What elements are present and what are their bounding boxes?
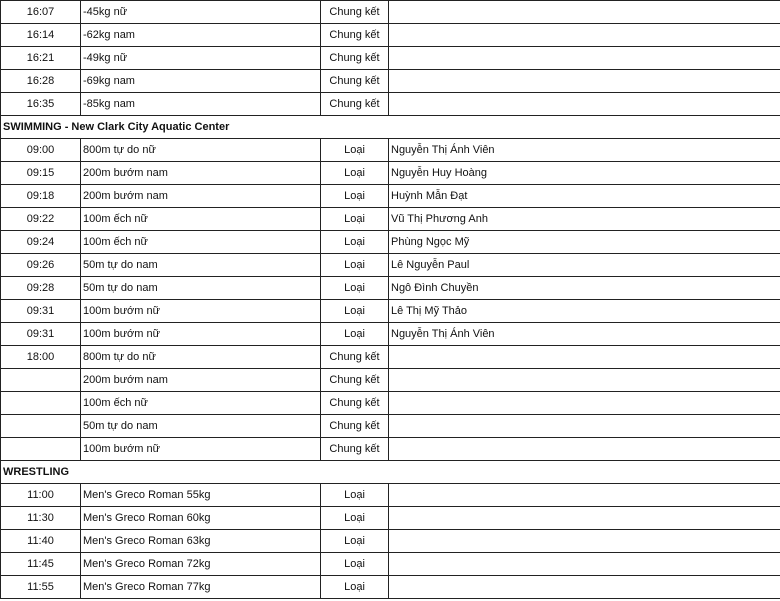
time-cell: 16:14 xyxy=(1,24,81,47)
section-title: WRESTLING xyxy=(1,461,780,484)
athlete-cell xyxy=(389,70,780,93)
athlete-cell: Nguyễn Huy Hoàng xyxy=(389,162,780,185)
athlete-cell: Huỳnh Mẫn Đạt xyxy=(389,185,780,208)
time-cell: 11:00 xyxy=(1,484,81,507)
time-cell: 16:21 xyxy=(1,47,81,70)
event-cell: -62kg nam xyxy=(81,24,321,47)
table-row xyxy=(1,300,780,323)
round-cell: Chung kết xyxy=(321,47,389,70)
time-cell: 11:45 xyxy=(1,553,81,576)
event-cell: 100m ếch nữ xyxy=(81,231,321,254)
table-row xyxy=(1,484,780,507)
event-cell: Men's Greco Roman 55kg xyxy=(81,484,321,507)
table-row xyxy=(1,70,780,93)
round-cell: Loại xyxy=(321,576,389,599)
athlete-cell xyxy=(389,576,780,599)
table-row xyxy=(1,277,780,300)
table-row xyxy=(1,162,780,185)
event-cell: 100m bướm nữ xyxy=(81,300,321,323)
event-cell: -45kg nữ xyxy=(81,1,321,24)
event-cell: 50m tự do nam xyxy=(81,415,321,438)
time-cell: 11:40 xyxy=(1,530,81,553)
round-cell: Chung kết xyxy=(321,392,389,415)
table-row xyxy=(1,323,780,346)
event-cell: 100m bướm nữ xyxy=(81,323,321,346)
round-cell: Loại xyxy=(321,139,389,162)
athlete-cell xyxy=(389,484,780,507)
time-cell xyxy=(1,438,81,461)
event-cell: Men's Greco Roman 60kg xyxy=(81,507,321,530)
section-header-row xyxy=(1,116,780,139)
time-cell: 09:26 xyxy=(1,254,81,277)
round-cell: Chung kết xyxy=(321,346,389,369)
time-cell: 11:30 xyxy=(1,507,81,530)
round-cell: Loại xyxy=(321,323,389,346)
time-cell: 09:28 xyxy=(1,277,81,300)
athlete-cell xyxy=(389,530,780,553)
round-cell: Chung kết xyxy=(321,1,389,24)
section-title: SWIMMING - New Clark City Aquatic Center xyxy=(1,116,780,139)
time-cell xyxy=(1,369,81,392)
event-cell: 100m ếch nữ xyxy=(81,392,321,415)
round-cell: Loại xyxy=(321,254,389,277)
table-row xyxy=(1,438,780,461)
round-cell: Chung kết xyxy=(321,24,389,47)
event-cell: 200m bướm nam xyxy=(81,185,321,208)
schedule-body xyxy=(1,1,780,599)
table-row xyxy=(1,139,780,162)
table-row xyxy=(1,346,780,369)
athlete-cell xyxy=(389,507,780,530)
section-header-row xyxy=(1,461,780,484)
table-row xyxy=(1,93,780,116)
time-cell: 18:00 xyxy=(1,346,81,369)
time-cell: 09:00 xyxy=(1,139,81,162)
table-row xyxy=(1,392,780,415)
time-cell: 16:35 xyxy=(1,93,81,116)
table-row xyxy=(1,47,780,70)
round-cell: Chung kết xyxy=(321,93,389,116)
round-cell: Loại xyxy=(321,185,389,208)
athlete-cell: Lê Nguyễn Paul xyxy=(389,254,780,277)
event-cell: 800m tự do nữ xyxy=(81,139,321,162)
table-row xyxy=(1,507,780,530)
time-cell: 09:18 xyxy=(1,185,81,208)
round-cell: Loại xyxy=(321,277,389,300)
table-row xyxy=(1,576,780,599)
time-cell: 09:31 xyxy=(1,300,81,323)
time-cell: 16:07 xyxy=(1,1,81,24)
round-cell: Loại xyxy=(321,231,389,254)
athlete-cell xyxy=(389,438,780,461)
time-cell: 09:31 xyxy=(1,323,81,346)
table-row xyxy=(1,208,780,231)
round-cell: Chung kết xyxy=(321,415,389,438)
athlete-cell xyxy=(389,93,780,116)
table-row xyxy=(1,24,780,47)
athlete-cell xyxy=(389,369,780,392)
athlete-cell: Nguyễn Thị Ánh Viên xyxy=(389,323,780,346)
event-cell: 800m tự do nữ xyxy=(81,346,321,369)
athlete-cell: Ngô Đình Chuyền xyxy=(389,277,780,300)
event-cell: Men's Greco Roman 72kg xyxy=(81,553,321,576)
time-cell: 11:55 xyxy=(1,576,81,599)
round-cell: Loại xyxy=(321,530,389,553)
table-row xyxy=(1,231,780,254)
table-row xyxy=(1,1,780,24)
athlete-cell xyxy=(389,415,780,438)
athlete-cell: Phùng Ngọc Mỹ xyxy=(389,231,780,254)
round-cell: Chung kết xyxy=(321,369,389,392)
athlete-cell: Nguyễn Thị Ánh Viên xyxy=(389,139,780,162)
round-cell: Loại xyxy=(321,208,389,231)
athlete-cell xyxy=(389,346,780,369)
round-cell: Loại xyxy=(321,484,389,507)
time-cell: 16:28 xyxy=(1,70,81,93)
table-row xyxy=(1,530,780,553)
time-cell: 09:22 xyxy=(1,208,81,231)
time-cell xyxy=(1,415,81,438)
athlete-cell xyxy=(389,1,780,24)
event-cell: 50m tự do nam xyxy=(81,254,321,277)
table-row xyxy=(1,369,780,392)
table-row xyxy=(1,254,780,277)
round-cell: Loại xyxy=(321,300,389,323)
athlete-cell xyxy=(389,24,780,47)
time-cell xyxy=(1,392,81,415)
round-cell: Chung kết xyxy=(321,438,389,461)
event-cell: -85kg nam xyxy=(81,93,321,116)
event-cell: -49kg nữ xyxy=(81,47,321,70)
round-cell: Loại xyxy=(321,553,389,576)
athlete-cell xyxy=(389,553,780,576)
event-cell: -69kg nam xyxy=(81,70,321,93)
athlete-cell xyxy=(389,392,780,415)
time-cell: 09:15 xyxy=(1,162,81,185)
athlete-cell: Lê Thị Mỹ Thảo xyxy=(389,300,780,323)
event-cell: 100m ếch nữ xyxy=(81,208,321,231)
athlete-cell: Vũ Thị Phương Anh xyxy=(389,208,780,231)
table-row xyxy=(1,185,780,208)
event-cell: Men's Greco Roman 77kg xyxy=(81,576,321,599)
event-cell: Men's Greco Roman 63kg xyxy=(81,530,321,553)
event-cell: 200m bướm nam xyxy=(81,162,321,185)
table-row xyxy=(1,415,780,438)
athlete-cell xyxy=(389,47,780,70)
table-row xyxy=(1,553,780,576)
round-cell: Loại xyxy=(321,507,389,530)
event-cell: 100m bướm nữ xyxy=(81,438,321,461)
round-cell: Loại xyxy=(321,162,389,185)
round-cell: Chung kết xyxy=(321,70,389,93)
event-cell: 50m tự do nam xyxy=(81,277,321,300)
time-cell: 09:24 xyxy=(1,231,81,254)
event-cell: 200m bướm nam xyxy=(81,369,321,392)
